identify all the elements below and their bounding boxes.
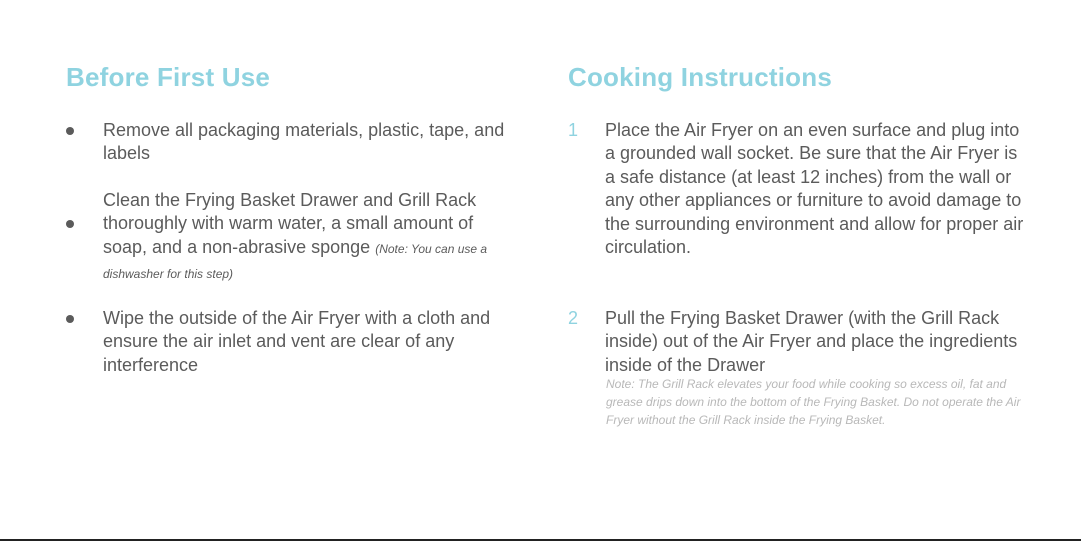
bullet-icon (66, 127, 74, 135)
bullet-icon (66, 220, 74, 228)
step-note: Note: The Grill Rack elevates your food while cooking so excess oil, fat and grease drips down into the bottom of the Frying Basket. Do not operate the Air Fryer without the Grill Rack inside the Frying Basket. (606, 377, 1021, 428)
before-first-use-title: Before First Use (66, 62, 271, 92)
list-item-text: Wipe the outside of the Air Fryer with a cloth and ensure the air inlet and vent are clear of any interference (103, 308, 491, 375)
list-item-text: Remove all packaging materials, plastic, tape, and labels (103, 120, 505, 164)
step-number: 1 (568, 120, 579, 140)
cooking-instructions-title: Cooking Instructions (568, 62, 832, 92)
step-text: Pull the Frying Basket Drawer (with the Grill Rack inside) out of the Air Fryer and place the ingredients inside of the Drawer (605, 308, 1018, 375)
step-number: 2 (568, 308, 579, 328)
list-item-text-main: Clean the Frying Basket Drawer and Grill Rack thoroughly with warm water, a small amount of soap, and a non-abrasive sponge (103, 190, 477, 257)
step-text: Place the Air Fryer on an even surface and plug into a grounded wall socket. Be sure that the Air Fryer is a safe distance (at least 12 inches) from the wall or any other appliances or furniture to avoid damage to the surrounding environment and allow for proper air circulation. (605, 120, 1024, 258)
list-item-note: (Note: You can use a dishwasher for this step) (103, 241, 488, 282)
list-item-text (103, 189, 513, 287)
bullet-icon (66, 315, 74, 323)
